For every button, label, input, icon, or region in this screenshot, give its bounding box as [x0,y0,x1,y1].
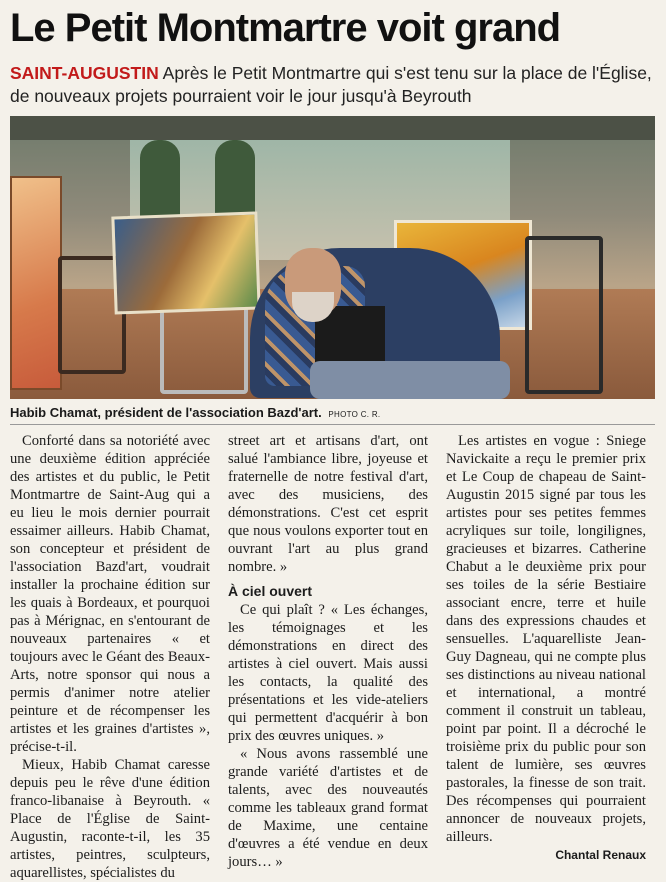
subheading: À ciel ouvert [228,583,313,599]
article-column-2 [228,432,428,871]
paragraph: Conforté dans sa notoriété avec une deuxième édition appréciée des artistes et du public, le Petit Montmartre de Saint-Aug qui a eu lieu le mois dernier pourrait essaimer ailleurs. Habib Chamat, son concepteur et président de l'association Bazd'art, voudrait installer la prochaine édition sur les quais à Bordeaux, et pourquoi pas à Mérignac, en s'entourant de nouveaux partenaires « et toujours avec le Géant des Beaux-Arts, notre sponsor qui nous a permis d'animer notre atelier peinture et de récompenser les artistes et les graines d'artistes », précise-t-il. [10,433,210,755]
paragraph: street art et artisans d'art, ont salué l'ambiance libre, joyeuse et fraternelle de notre festival d'art, avec des musiciens, des démonstrations. C'est cet esprit que nous voulons exporter tout en ouvrant l'art au plus grand nombre. » [228,433,428,575]
paragraph: « Nous avons rassemblé une grande variété d'artistes et de talents, avec des nouveautés comme les tableaux grand format de Maxime, une centaine d'œuvres a été vendue en deux jours… » [228,746,428,870]
photo-caption [10,404,655,424]
photo-legs [310,361,510,399]
kicker: SAINT-AUGUSTIN [10,63,159,83]
caption-divider [10,424,655,425]
paragraph: Les artistes en vogue : Sniege Navickaite a reçu le premier prix et Le Coup de chapeau de Saint-Augustin 2015 signé par tous les artistes pour ses petites femmes acryliques sur toile, longilignes, gracieuses et bizarres. Catherine Chabut a le deuxième prix pour ses toiles de la série Bestiaire associant encre, terre et huile dans des expressions chaudes et sensuelles. L'aquarelliste Jean-Guy Dagneau, qui ne compte plus ses distinctions au niveau national et international, a montré comment il construit un tableau, point par point. Il a décroché le troisième prix du public pour son talent de lumière, ses œuvres pastorales, la finesse de son trait. Des récompenses qui pourraient annoncer de nouveaux projets, ailleurs. [446,433,646,845]
deck-text: Après le Petit Montmartre qui s'est tenu sur la place de l'Église, de nouveaux projets pourraient voir le jour jusqu'à Beyrouth [10,63,652,106]
article-column-3 [446,432,646,863]
paragraph: Ce qui plaît ? « Les échanges, les témoignages et les démonstrations en direct des artistes à ciel ouvert. Mais aussi les contacts, la qualité des présentations et les vide-ateliers qui permettent d'acquérir à bon prix des œuvres uniques. » [228,602,428,744]
article-photo [10,116,655,399]
photo-canvas-left [10,176,62,390]
deck [10,62,658,108]
headline: Le Petit Montmartre voit grand [10,6,561,50]
photo-chair [525,236,603,394]
photo-painting-musician [111,211,260,314]
caption-text: Habib Chamat, président de l'association Bazd'art. [10,405,322,420]
photo-awning [10,116,655,140]
paragraph: Mieux, Habib Chamat caresse depuis peu le rêve d'une édition franco-libanaise à Beyrouth. « Place de l'Église de Saint-Augustin, raconte-t-il, les 35 artistes, peintres, sculpteurs, aquarellistes, spécialistes du [10,757,210,881]
byline: Chantal Renaux [555,848,646,862]
article-column-1 [10,432,210,882]
photo-chair [160,306,248,394]
photo-credit: PHOTO C. R. [328,410,381,419]
